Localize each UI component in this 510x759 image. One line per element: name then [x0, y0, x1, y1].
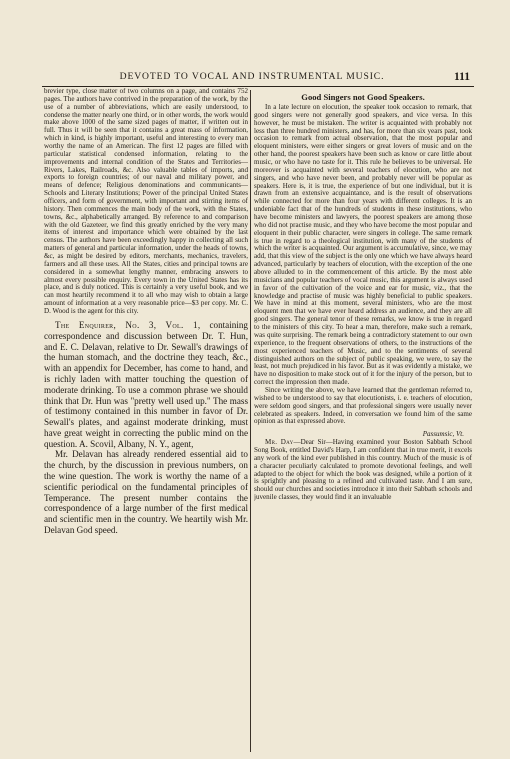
article-paragraph: In a late lecture on elocution, the speaker took occasion to remark, that good singers were not generally good speakers, and vice versa. In this however, he must be mistaken. The writer is acquainted with probably not less than three hundred ministers, and has, for more than six years past, took occasion to remark from actual observation, that the most popular and eloquent ministers, were either singers or great lovers of music and on the other hand, the poorest speakers have been such as know or care little about music, or who have no taste for it. This rule he believes to be universal. He moreover is acquainted with several teachers of elocution, who are not singers, and who have never been, and probably never will be popular as speakers. Here is, it is true, the experience of but one individual, but it is drawn from an extensive acquaintance, and is the result of observations while connected for more than four years with different colleges. It is an undeniable fact that of the hundreds of students in these institutions, who have become ministers and lawyers, the poorest speakers are among those who did not practise music, and they who have become the most popular and eloquent in their public character, were singers in college. The same remark is true in regard to a theological institution, with many of the students of which the writer is acquainted. Our argument is accumulative, since, we may add, that this view of the subject is the only one which we have always heard advanced, particularly by teachers of elocution, with the exception of the one above alluded to in the commencement of this article. By the most able musicians and popular teachers of vocal music, this argument is always used in favor of the cultivation of the voice and ear for music, viz., that the knowledge and practise of music was highly beneficial to public speakers. We have in mind at this moment, several ministers, who are the most eloquent men that we have ever heard address an audience, and they are all good singers. The general tenor of these remarks, we know is true in regard to the ministers of this city. To hear a man, therefore, make such a remark, was quite surprising. The remark being a contradictory statement to our own experience, to the frequent observations of others, to the instructions of the most experienced teachers of Music, and to the sentiments of several distinguished authors on the subject of public speaking, we were, to say the least, not much prejudiced in his favor. But as it was evidently a mistake, we have no disposition to make stock out of it for the injury of the person, but to correct the impression then made. — [254, 103, 472, 387]
article-postscript: Since writing the above, we have learned that the gentleman referred to, wished to be understood to say that elocutionists, i. e. teachers of elocution, were seldom good singers, and that professional singers were usually never celebrated as speakers. Indeed, in conversation we found him of the same opinion as that expressed above. — [254, 385, 472, 426]
letter-dateline: Passumsic, Vt. — [422, 430, 464, 439]
right-column — [254, 88, 472, 754]
header-rule — [42, 86, 474, 87]
left-column — [44, 88, 248, 754]
enquirer-notice — [44, 320, 248, 450]
running-header: DEVOTED TO VOCAL AND INSTRUMENTAL MUSIC. — [119, 71, 385, 82]
letter-text: —Dear Sir—Having examined your Boston Sabbath School Song Book, entitled David's Harp, I am confident that in true merit, it excels any work of the kind ever published in this country. Much of the music is of a character peculiarly calculated to promote devotional feelings, and well adapted to the object for which the book was designed, while a portion of it is sprightly and pleasing to a refined and cultivated taste. And I am sure, should our churches and societies introduce it into their Sabbath schools and juvenile classes, they would find it an invaluable — [254, 438, 472, 502]
delavan-paragraph: Mr. Delavan has already rendered essential aid to the church, by the discussion in previous numbers, on the wine question. The work is worthy the name of a scientific periodical on the fundamental principles of Temperance. The present number contains the correspondence of a large number of the first medical and scientific men in the country. We heartily wish Mr. Delavan God speed. — [44, 449, 248, 536]
enquirer-lead: The Enquirer, No. 3, Vol. 1, — [55, 319, 201, 330]
gazetteer-review: brevier type, close matter of two columns on a page, and contains 752 pages. The authors have contrived in the preparation of the work, by the use of a number of abbreviations, which are easily understood, to condense the matter nearly one third, or in other words, the work would make above 1000 of the same sized pages of matter, if written out in full. Thus it will be seen that it contains a great mass of information, which in kind, is highly important, useful and interesting to every man worthy the name of an American. The first 12 pages are filled with particular statistical condensed information, relating to the improvements and internal condition of the States and Territories—Rivers, Lakes, Railroads, &c. Also valuable tables of imports, and exports to foreign countries; of our naval and military power, and means of defence; Religious denominations and communicants—Schools and Literary Institutions; Power of the principal United States officers, and form of government, with important and stirring items of history. Then commences the main body of the work, with the States, towns, &c., alphabetically arranged. By reference to and comparison with the old Gazeteer, we find this greatly enriched by the very many items of interest and importance which were obtained by the last census. The authors have been exceedingly happy in collecting all such matters of general and particular information, under the heads of towns, &c, as might be desired by editors, merchants, mechanics, travelers, farmers and all these uses. All the States, cities and principal towns are considered in a somewhat lengthy manner, embracing answers to almost every possible enquiry. Every town in the United States has its place, and is duly noticed. This is certainly a very useful book, and we can most heartily recommend it to all who may wish to obtain a large amount of information at a very reasonable price—$3 per copy. Mr. C. D. Wood is the agent for this city. — [44, 88, 248, 316]
article-title: Good Singers not Good Speakers. — [301, 92, 425, 102]
column-divider — [250, 90, 251, 752]
page-number: 111 — [454, 71, 470, 83]
letter-salutation: Mr. Day — [265, 438, 294, 447]
enquirer-text: containing correspondence and discussion between Dr. T. Hun, and E. C. Delavan, relative to Dr. Sewall's drawings of the human stomach, and the doctrine they teach, &c., with an appendix for December, has come to hand, and is richly laden with matter touching the question of moderate drinking. To use a common phrase we should think that Dr. Hun was "pretty well used up." The mass of testimony contained in this number in favor of Dr. Sewall's plates, and against moderate drinking, must have great weight in correcting the public mind on the question. A. Scovil, Albany, N. Y., agent, — [44, 319, 248, 449]
letter-body — [254, 439, 472, 502]
